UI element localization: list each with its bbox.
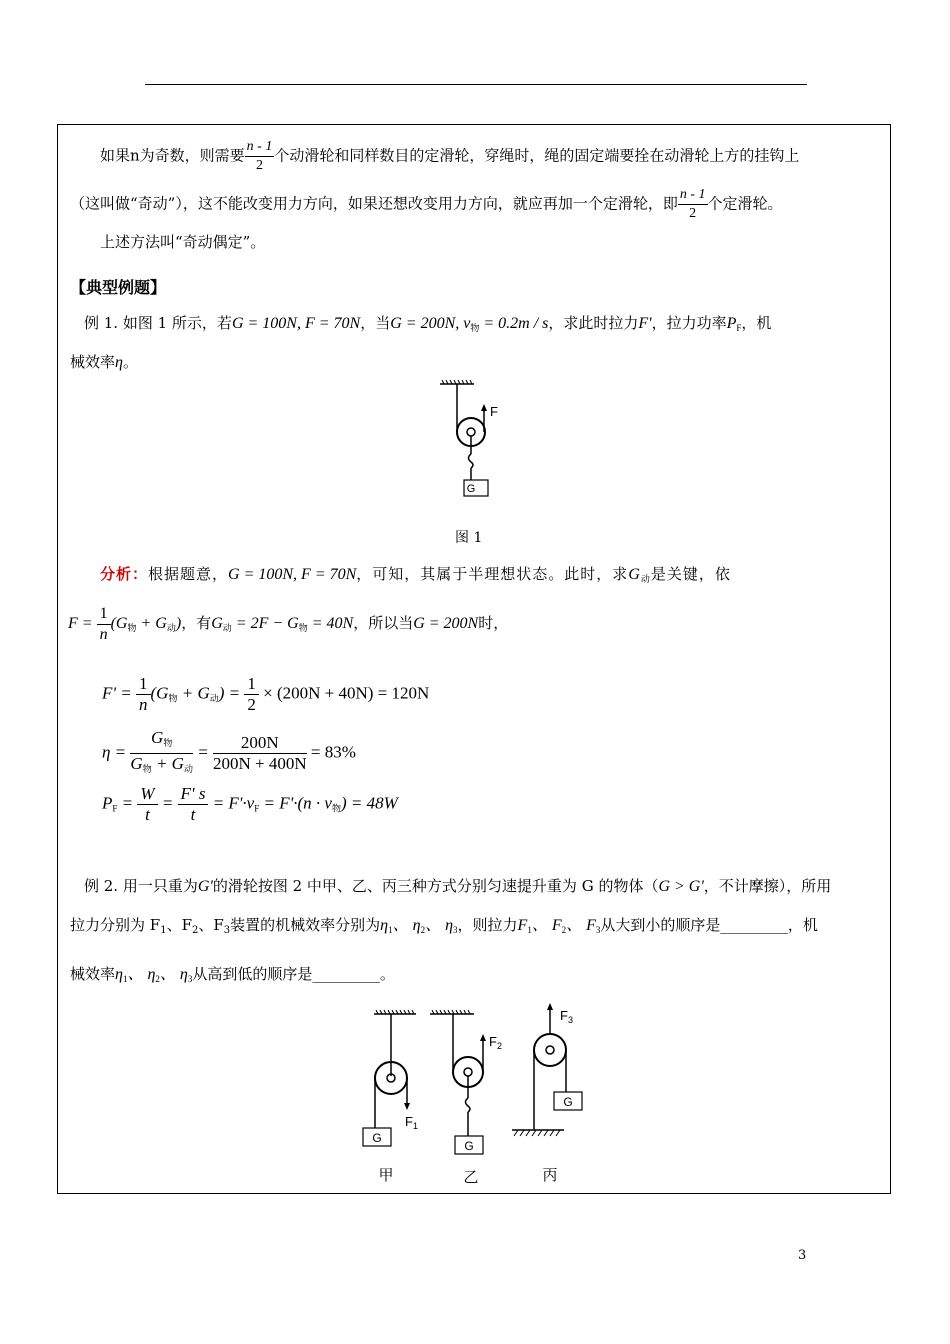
analysis-math: G = 100N, F = 70N (228, 566, 357, 583)
frac-num: n - 1 (245, 138, 275, 157)
fraction (244, 674, 259, 715)
ex2-text: 从大到小的顺序是_________，机 (600, 916, 818, 934)
fraction (245, 138, 275, 175)
analysis-text: ，有 (181, 614, 212, 633)
math-part: + G (177, 683, 210, 703)
math-part: = 40N (307, 615, 354, 633)
label-bing: 丙 (542, 1167, 558, 1184)
math-part: (G (150, 683, 169, 703)
ex1-text: 例 1. 如图 1 所示，若 (84, 314, 232, 332)
ex2-text: 的滑轮按图 2 中甲、乙、丙三种方式分别匀速提升重为 G 的物体（ (212, 877, 659, 895)
section-title-text: 【典型例题】 (70, 278, 167, 297)
math-part: = F'·(n · v (259, 793, 332, 813)
figure1-pulley-diagram (430, 378, 520, 500)
para-change-direction (70, 186, 783, 223)
math-part: = 83% (310, 742, 356, 762)
ex2-text: 例 2. 用一只重为 (84, 877, 198, 895)
ex2-text: ，不计摩擦），所用 (703, 877, 832, 895)
analysis-text: 根据题意， (148, 565, 229, 583)
ex2-math-etas (115, 966, 192, 983)
frac-den (130, 754, 193, 779)
page-number (798, 1248, 806, 1263)
ex2-text: 、F (198, 916, 224, 934)
para-odd-rule (100, 138, 799, 175)
analysis-text: 是关键，依 (650, 565, 731, 583)
frac-den: 2 (256, 158, 263, 173)
math-part: ) = 48W (340, 793, 398, 813)
math-part: = (197, 742, 209, 762)
ex1-text: ，拉力功率 (651, 314, 727, 332)
math-part: 、 F (531, 917, 562, 934)
frac-num: 1 (136, 674, 151, 695)
frac-num: 1 (97, 604, 111, 625)
math-part: 、 η (127, 966, 156, 983)
math-part: = F'·v (212, 793, 255, 813)
math-sub: 3 (595, 925, 601, 935)
force-sub: 1 (412, 1121, 418, 1131)
analysis-text: 时， (478, 614, 509, 633)
frac-den: n (139, 695, 148, 714)
math-sub: 2 (155, 974, 160, 984)
ex1-text: ，求此时拉力 (548, 314, 639, 332)
pulley-setup-jia (363, 1010, 418, 1146)
math-part: G (211, 615, 223, 633)
example2-line2 (70, 912, 818, 936)
math-sub: 物 (168, 693, 178, 704)
text-sub: 3 (223, 925, 231, 936)
ex2-text: ，则拉力 (457, 916, 518, 934)
ex1-math-force: F' (638, 315, 652, 332)
force-label-F1 (405, 1114, 418, 1131)
math-sub: F (736, 323, 742, 333)
weight-label-G: G (372, 1131, 382, 1145)
frac-num (130, 728, 193, 754)
ex1-text: 械效率 (70, 353, 116, 371)
weight-label-G: G (464, 1139, 474, 1153)
math-part: = 2F − G (231, 615, 299, 633)
para2-text-a: （这叫做“奇动”），这不能改变用力方向，如果还想改变用力方向，就应再加一个定滑轮，即 (70, 194, 678, 213)
analysis-formula (68, 605, 182, 643)
ex2-text: 从高到低的顺序是_________。 (192, 965, 395, 983)
analysis-text: ，可知，其属于半理想状态。此时，求 (356, 565, 629, 583)
math-part: + G (136, 615, 167, 633)
math-part: P (726, 315, 737, 332)
text-sub: 1 (160, 925, 167, 936)
fraction (130, 728, 193, 779)
weight-label-G: G (466, 483, 476, 495)
equation-force (102, 674, 429, 715)
force-letter: F (405, 1114, 413, 1129)
math-part: G = 200N, v (390, 315, 471, 332)
math-part: = (161, 793, 174, 813)
analysis-text: ，所以当 (353, 614, 414, 633)
header-rule (145, 84, 807, 85)
label-yi: 乙 (463, 1169, 479, 1186)
ex2-math: G' (197, 878, 213, 895)
frac-den: 200N + 400N (212, 754, 307, 773)
figure1-caption-text: 图 1 (455, 530, 483, 546)
math-sub: F (254, 803, 260, 814)
math-sub: 动 (209, 693, 219, 704)
page-number-text: 3 (798, 1248, 807, 1263)
frac-num: 1 (244, 674, 259, 695)
example1-line2 (70, 351, 138, 372)
analysis-math (211, 615, 353, 632)
math-sub: 2 (561, 925, 567, 935)
analysis-math (628, 566, 651, 583)
force-letter: F (489, 1034, 497, 1049)
para-summary (100, 231, 265, 252)
ex2-text: 拉力分别为 F (70, 916, 161, 934)
fraction (137, 784, 157, 825)
ex1-math-power (727, 315, 742, 332)
math-sub: F (112, 803, 118, 814)
section-title (70, 275, 166, 298)
math-part: 、 η (159, 966, 188, 983)
math-part: F = (68, 615, 93, 633)
ex2-math-forces (518, 917, 601, 934)
para1-text-b: 个动滑轮和同样数目的定滑轮，穿绳时，绳的固定端要拴在动滑轮上方的挂钩上 (274, 146, 800, 165)
math-sub: 物 (331, 803, 341, 814)
frac-den: n (99, 626, 108, 643)
math-sub: 3 (187, 974, 193, 984)
frac-num: n - 1 (678, 186, 708, 205)
ex1-math-given: G = 100N, F = 70N (231, 315, 361, 332)
example1-line1 (84, 312, 771, 334)
math-sub: 1 (122, 974, 128, 984)
math-part: P (102, 793, 113, 813)
ex1-text: ，当 (360, 314, 391, 332)
para2-text-b: 个定滑轮。 (707, 194, 783, 213)
math-part: G (130, 754, 143, 773)
pulley-setup-yi (430, 1010, 502, 1154)
para1-text-a: 如果n为奇数，则需要 (100, 146, 245, 165)
math-part: 、 η (392, 917, 421, 934)
figure1-caption (455, 527, 482, 547)
fraction (136, 674, 151, 715)
example2-line3 (70, 961, 395, 984)
frac-num: F' s (178, 784, 209, 805)
math-part: η (380, 917, 389, 934)
frac-den: t (145, 805, 150, 824)
math-sub: 物 (127, 623, 137, 634)
math-part: (G (110, 615, 128, 633)
math-part: G (151, 728, 164, 747)
force-sub: 3 (567, 1015, 573, 1025)
math-part: F' = (102, 683, 132, 703)
math-part: 、 η (425, 917, 454, 934)
analysis-math: G = 200N (413, 615, 479, 633)
math-part: = (117, 793, 134, 813)
math-sub: 物 (142, 764, 152, 774)
force-letter: F (560, 1008, 568, 1023)
math-sub: 1 (388, 925, 393, 935)
figure2-pulley-diagrams (360, 1000, 600, 1190)
math-sub: 物 (298, 623, 308, 634)
pulley-setup-bing (512, 1003, 582, 1136)
math-part: F (517, 917, 528, 934)
para3-text: 上述方法叫“奇动偶定”。 (100, 233, 266, 251)
math-part: G (628, 566, 641, 583)
math-sub: 1 (527, 925, 532, 935)
frac-den: 2 (689, 206, 697, 221)
math-sub: 动 (166, 623, 176, 634)
equation-block (96, 672, 476, 832)
math-part: ) = (218, 683, 241, 703)
analysis-line1 (100, 563, 731, 585)
example2-line1 (84, 875, 831, 896)
math-part: + G (151, 754, 184, 773)
ex1-math-eta: η (115, 354, 123, 371)
equation-power (102, 784, 398, 825)
frac-num: W (137, 784, 157, 805)
math-sub: 动 (222, 623, 232, 634)
weight-label-G: G (563, 1095, 573, 1109)
math-part: = 0.2m / s (479, 315, 549, 332)
ex2-math: G > G' (658, 878, 704, 895)
force-label-F2 (489, 1034, 502, 1051)
math-part: η (115, 966, 123, 983)
math-sub: 动 (183, 764, 193, 774)
ex1-math-when (390, 315, 548, 332)
math-sub: 动 (640, 574, 651, 584)
ex2-text: 装置的机械效率分别为 (230, 916, 381, 934)
label-jia: 甲 (378, 1167, 394, 1184)
math-sub: 物 (163, 738, 173, 748)
frac-den: 2 (247, 695, 256, 714)
ex1-text: ，机 (741, 314, 772, 332)
fraction (678, 186, 708, 223)
frac-num: 200N (213, 733, 307, 754)
ex2-math-etas (380, 917, 457, 934)
fraction (97, 604, 111, 645)
fraction (178, 784, 209, 825)
analysis-label: 分析： (100, 565, 149, 583)
math-part: η = (102, 742, 127, 762)
math-part: × (200N + 40N) = 120N (263, 683, 430, 703)
ex1-text: 。 (122, 353, 138, 371)
text-sub: 2 (191, 925, 199, 936)
force-sub: 2 (496, 1041, 502, 1051)
ceiling-hatch (440, 380, 474, 384)
fraction (213, 733, 307, 774)
analysis-line2 (68, 604, 508, 645)
math-sub: 物 (470, 323, 480, 333)
ex2-text: 、F (166, 916, 192, 934)
equation-efficiency (102, 728, 356, 779)
ex2-text: 械效率 (70, 965, 116, 983)
force-label-F3 (560, 1008, 573, 1025)
force-label-F: F (490, 404, 498, 419)
math-part: 、 F (566, 917, 596, 934)
math-sub: 2 (420, 925, 426, 935)
frac-den: t (190, 805, 196, 824)
math-part: ) (175, 615, 182, 633)
math-sub: 3 (453, 925, 458, 935)
